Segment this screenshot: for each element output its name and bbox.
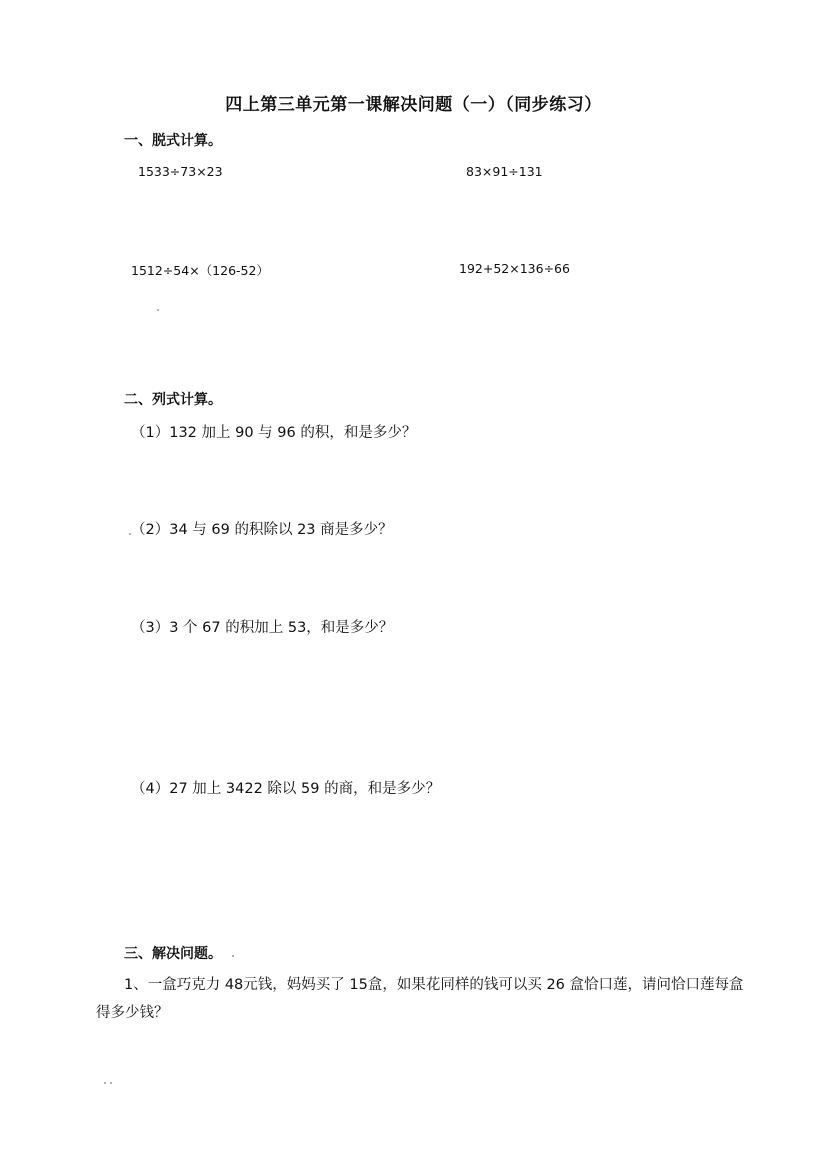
word-problem-1: 1、一盒巧克力 48元钱，妈妈买了 15盒，如果花同样的钱可以买 26 盒恰口莲，请问恰口莲每盒得多少钱？ <box>96 977 744 1021</box>
stray-dot <box>110 1082 112 1084</box>
question-1: （1）132 加上 90 与 96 的积，和是多少？ <box>131 425 417 441</box>
stray-dot <box>157 309 159 311</box>
question-4: （4）27 加上 3422 除以 59 的商，和是多少？ <box>131 781 441 797</box>
stray-dot <box>232 955 234 957</box>
expression-4: 192+52×136÷66 <box>459 261 570 276</box>
question-2: （2）34 与 69 的积除以 23 商是多少？ <box>131 522 393 538</box>
expression-3: 1512÷54×（126-52） <box>131 263 269 278</box>
section-heading-problems: 三、解决问题。 <box>124 946 222 962</box>
stray-dot <box>104 1082 106 1084</box>
page-title: 四上第三单元第一课解决问题（一）（同步练习） <box>225 95 602 115</box>
section-heading-equation: 二、列式计算。 <box>124 392 222 408</box>
section-heading-calculation: 一、脱式计算。 <box>124 133 222 149</box>
expression-1: 1533÷73×23 <box>138 164 223 179</box>
expression-2: 83×91÷131 <box>466 164 543 179</box>
question-3: （3）3 个 67 的积加上 53，和是多少？ <box>131 620 394 636</box>
